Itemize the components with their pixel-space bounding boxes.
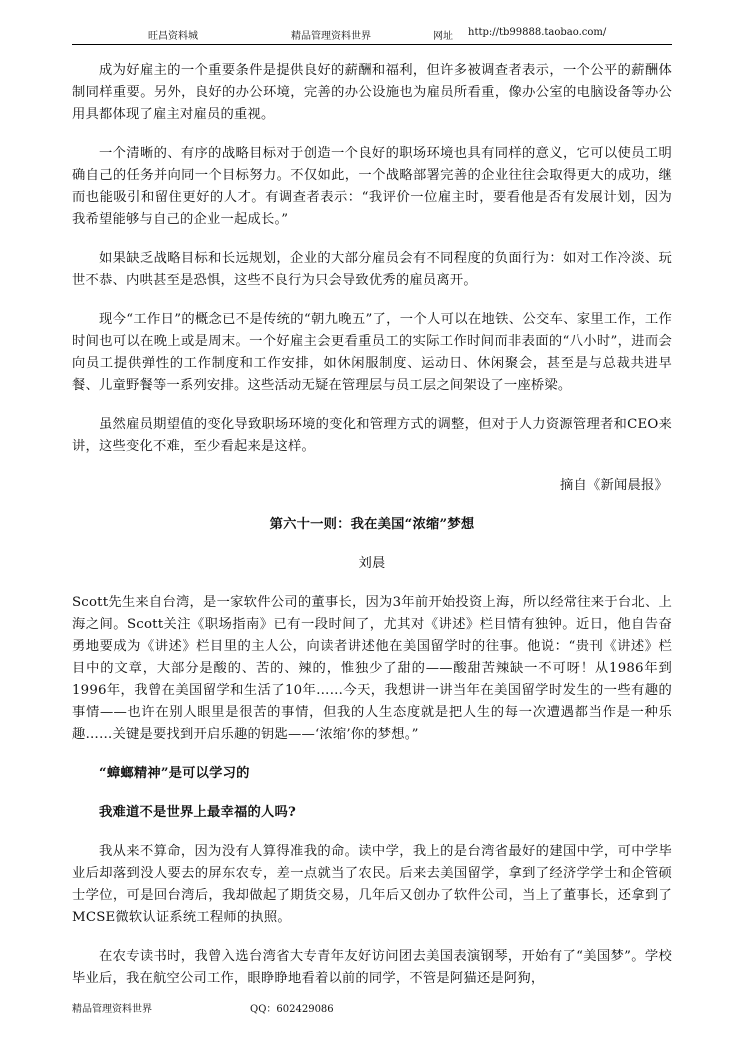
article-title: 第六十一则：我在美国“浓缩”梦想 [269, 517, 475, 532]
footer-brand: 精品管理资料世界 [72, 1004, 152, 1015]
paragraph: 一个清晰的、有序的战略目标对于创造一个良好的职场环境也具有同样的意义，它可以使员工明确自己的任务并向同一个目标努力。不仅如此，一个战略部署完善的企业往往会取得更大的成功，继而也能吸引和留住更好的人才。有调查者表示：“我评价一位雇主时，要看他是否有发展计划，因为我希望能够与自己的企业一起成长。” [72, 146, 672, 227]
header-url-link[interactable]: http://tb99888.taobao.com/ [468, 27, 607, 38]
paragraph: 现今“工作日”的概念已不是传统的“朝九晚五”了，一个人可以在地铁、公交车、家里工作，工作时间也可以在晚上或是周末。一个好雇主会更看重员工的实际工作时间而非表面的“八小时”，进而会向员工提供弹性的工作制度和工作安排，如休闲服制度、运动日、休闲聚会，甚至是与总裁共进早餐、儿童野餐等一系列安排。这些活动无疑在管理层与员工层之间架设了一座桥梁。 [72, 312, 672, 393]
section-heading: 我难道不是世界上最幸福的人吗? [99, 805, 296, 820]
paragraph: 成为好雇主的一个重要条件是提供良好的薪酬和福利，但许多被调查者表示，一个公平的薪酬体制同样重要。另外，良好的办公环境，完善的办公设施也为雇员所看重，像办公室的电脑设备等办公用具都体现了雇主对雇员的重视。 [72, 63, 672, 122]
section-heading: “蟑螂精神”是可以学习的 [99, 766, 250, 781]
article-author: 刘晨 [358, 556, 386, 571]
header-url-label: 网址 [433, 31, 453, 42]
paragraph: 虽然雇员期望值的变化导致职场环境的变化和管理方式的调整，但对于人力资源管理者和CEO来讲，这些变化不难，至少看起来是这样。 [72, 417, 672, 454]
paragraph: 如果缺乏战略目标和长远规划，企业的大部分雇员会有不同程度的负面行为：如对工作冷淡、玩世不恭、内哄甚至是恐惧，这些不良行为只会导致优秀的雇员离开。 [72, 251, 672, 288]
paragraph: 我从来不算命，因为没有人算得准我的命。读中学，我上的是台湾省最好的建国中学，可中学毕业后却落到没人要去的屏东农专，差一点就当了农民。后来去美国留学，拿到了经济学学士和企管硕士学位，可是回台湾后，我却做起了期货交易，几年后又创办了软件公司，当上了董事长，还拿到了MCSE微软认证系统工程师的执照。 [72, 844, 672, 925]
document-body [72, 60, 672, 990]
header-site-name: 旺昌资料城 [148, 31, 198, 42]
page-header [0, 27, 744, 43]
article-intro: Scott先生来自台湾，是一家软件公司的董事长，因为3年前开始投资上海，所以经常往来于台北、上海之间。Scott关注《职场指南》已有一段时间了，尤其对《讲述》栏目情有独钟。近日，他自告奋勇地要成为《讲述》栏目里的主人公，向读者讲述他在美国留学时的往事。他说：“贵刊《讲述》栏目中的文章，大部分是酸的、苦的、辣的，惟独少了甜的——酸甜苦辣缺一不可呀！从1986年到1996年，我曾在美国留学和生活了10年……今天，我想讲一讲当年在美国留学时发生的一些有趣的事情——也许在别人眼里是很苦的事情，但我的人生态度就是把人生的每一次遭遇都当作是一种乐趣……关键是要找到开启乐趣的钥匙——‘浓缩’你的梦想。” [72, 595, 672, 742]
footer-qq: QQ：602429086 [250, 1004, 334, 1015]
header-divider [72, 44, 672, 45]
header-brand: 精品管理资料世界 [291, 31, 371, 42]
source-citation: 摘自《新闻晨报》 [560, 478, 668, 493]
page-footer [0, 1000, 744, 1016]
paragraph: 在农专读书时，我曾入选台湾省大专青年友好访问团去美国表演钢琴，开始有了“美国梦”。学校毕业后，我在航空公司工作，眼睁睁地看着以前的同学，不管是阿猫还是阿狗， [72, 949, 672, 986]
